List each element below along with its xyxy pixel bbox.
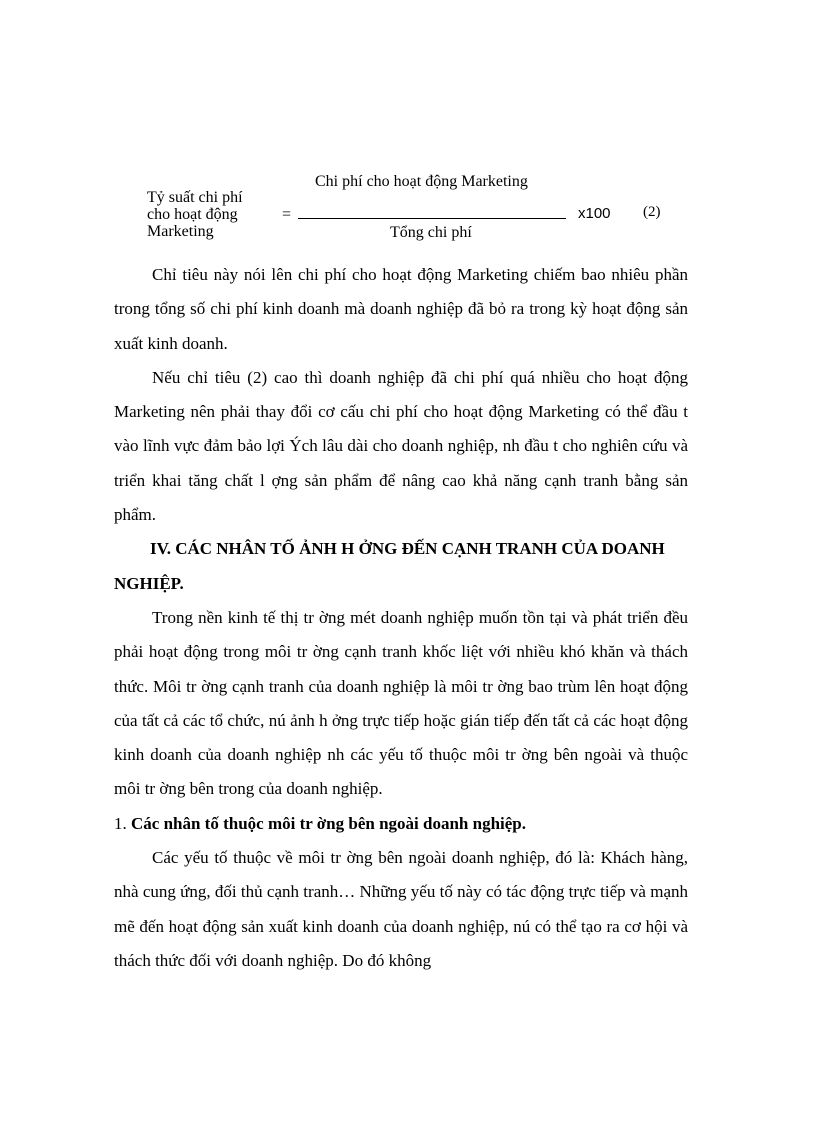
paragraph-2: Nếu chỉ tiêu (2) cao thì doanh nghiệp đã chi phí quá nhiều cho hoạt động Marketing nên phải thay đổi cơ cấu chi phí cho hoạt động Marketing có thể đầu t vào lĩnh vực đảm bảo lợi Ých lâu dài cho doanh nghiệp, nh đầu t cho nghiên cứu và triển khai tăng chất l ợng sản phẩm để nâng cao khả năng cạnh tranh bằng sản phẩm.	[114, 367, 688, 525]
body-text	[114, 258, 688, 978]
subsection-number: 1.	[114, 813, 127, 833]
formula-numerator: Chi phí cho hoạt động Marketing	[315, 173, 528, 190]
fraction-bar	[298, 218, 566, 219]
formula-equals: =	[282, 206, 292, 223]
paragraph-1: Chỉ tiêu này nói lên chi phí cho hoạt động Marketing chiếm bao nhiêu phần trong tổng số chi phí kinh doanh mà doanh nghiệp đã bỏ ra trong kỳ hoạt động sản xuất kinh doanh.	[114, 265, 688, 353]
paragraph-3: Trong nền kinh tế thị tr ờng mét doanh nghiệp muốn tồn tại và phát triển đều phải hoạt động trong môi tr ờng cạnh tranh khốc liệt với nhiều khó khăn và thách thức. Môi tr ờng cạnh tranh của doanh nghiệp là môi tr ờng bao trùm lên hoạt động của tất cả các tổ chức, nú ảnh h ởng trực tiếp hoặc gián tiếp đến tất cả các hoạt động kinh doanh của doanh nghiệp nh các yếu tố thuộc môi tr ờng bên ngoài và thuộc môi tr ờng bên trong của doanh nghiệp.	[114, 607, 688, 799]
section-heading: IV. CÁC NHÂN TỐ ẢNH H ỞNG ĐẾN CẠNH TRANH CỦA DOANH NGHIỆP.	[114, 539, 665, 593]
formula-block	[0, 0, 816, 250]
formula-label-line3: Marketing	[147, 223, 214, 240]
formula-multiplier: x100	[578, 205, 611, 222]
formula-number: (2)	[643, 204, 661, 220]
paragraph-4: Các yếu tố thuộc về môi tr ờng bên ngoài doanh nghiệp, đó là: Khách hàng, nhà cung ứng, đối thủ cạnh tranh… Những yếu tố này có tác động trực tiếp và mạnh mẽ đến hoạt động sản xuất kinh doanh của doanh nghiệp, nú có thể tạo ra cơ hội và thách thức đối với doanh nghiệp. Do đó không	[114, 848, 688, 970]
subsection-heading	[114, 807, 688, 841]
formula-label-line2: cho hoạt động	[147, 206, 238, 223]
subsection-title: Các nhân tố thuộc môi tr ờng bên ngoài doanh nghiệp.	[131, 813, 526, 833]
formula-label-line1: Tỷ suất chi phí	[147, 189, 243, 206]
formula-denominator: Tổng chi phí	[390, 224, 472, 241]
